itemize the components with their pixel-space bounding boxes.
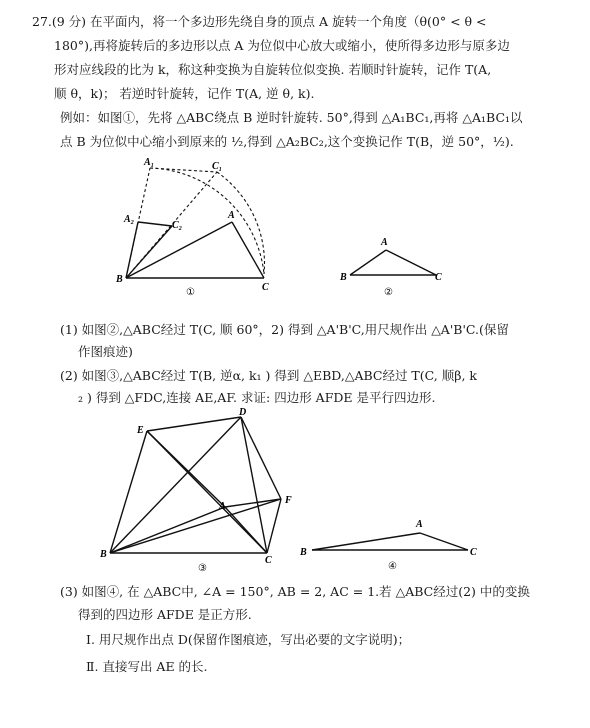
fig2-label-b: B — [340, 272, 347, 283]
part2-line-2: ₂ ) 得到 △FDC,连接 AE,AF. 求证: 四边形 AFDE 是平行四边形. — [78, 390, 436, 405]
fig3-label-a: A — [219, 501, 226, 512]
fig3-caption: ③ — [198, 563, 207, 574]
fig3-label-f: F — [285, 495, 292, 506]
fig4-label-c: C — [470, 547, 477, 558]
example-line-2: 点 B 为位似中心缩小到原来的 ½,得到 △A₂BC₂,这个变换记作 T(B，逆 50°，½). — [60, 134, 514, 149]
fig3-label-e: E — [137, 425, 144, 436]
part1-line-1: (1) 如图②,△ABC经过 T(C, 顺 60°，2) 得到 △A'B'C,用尺规作出 △A'B'C.(保留 — [60, 322, 509, 337]
fig4-label-a: A — [416, 519, 423, 530]
fig2-caption: ② — [384, 287, 393, 298]
problem-line-3: 形对应线段的比为 k，称这种变换为自旋转位似变换. 若顺时针旋转，记作 T(A, — [54, 62, 492, 77]
fig1-label-b: B — [116, 274, 123, 285]
figure-4 — [298, 515, 493, 573]
fig1-caption: ① — [186, 287, 195, 298]
part2-line-1: (2) 如图③,△ABC经过 T(B, 逆α, k₁ ) 得到 △EBD,△ABC经过 T(C, 顺β, k — [60, 368, 477, 383]
fig4-label-b: B — [300, 547, 307, 558]
fig1-label-a: A — [228, 210, 235, 221]
example-line-1: 例如：如图①，先将 △ABC绕点 B 逆时针旋转. 50°,得到 △A₁BC₁,再将 △A₁BC₁以 — [60, 110, 523, 125]
part1-line-2: 作图痕迹) — [78, 344, 133, 359]
part3-sub-2: Ⅱ. 直接写出 AE 的长. — [86, 659, 208, 674]
fig4-caption: ④ — [388, 561, 397, 572]
part3-line-1: (3) 如图④, 在 △ABC中, ∠A = 150°, AB = 2, AC = 1.若 △ABC经过(2) 中的变换 — [60, 584, 530, 599]
figure-1 — [100, 154, 290, 299]
fig2-label-a: A — [381, 237, 388, 248]
fig3-label-c: C — [265, 555, 272, 566]
fig3-label-d: D — [239, 407, 247, 418]
problem-line-4: 顺 θ，k)； 若逆时针旋转，记作 T(A, 逆 θ, k). — [54, 86, 315, 101]
fig1-label-c2: C₂ — [172, 220, 183, 231]
problem-line-1: 27.(9 分) 在平面内，将一个多边形先绕自身的顶点 A 旋转一个角度（θ(0° < θ < — [32, 14, 487, 29]
fig1-label-c1: C₁ — [212, 161, 223, 172]
fig2-label-c: C — [435, 272, 442, 283]
fig1-label-a2: A₂ — [124, 214, 135, 225]
fig3-label-b: B — [100, 549, 107, 560]
figure-3 — [95, 405, 310, 575]
figure-2 — [330, 232, 450, 302]
fig1-label-c: C — [262, 282, 269, 293]
problem-line-2: 180°),再将旋转后的多边形以点 A 为位似中心放大或缩小，使所得多边形与原多边 — [54, 38, 510, 53]
part3-line-2: 得到的四边形 AFDE 是正方形. — [78, 607, 252, 622]
part3-sub-1: Ⅰ. 用尺规作出点 D(保留作图痕迹，写出必要的文字说明)； — [86, 632, 411, 647]
fig1-label-a1: A₁ — [144, 157, 155, 168]
